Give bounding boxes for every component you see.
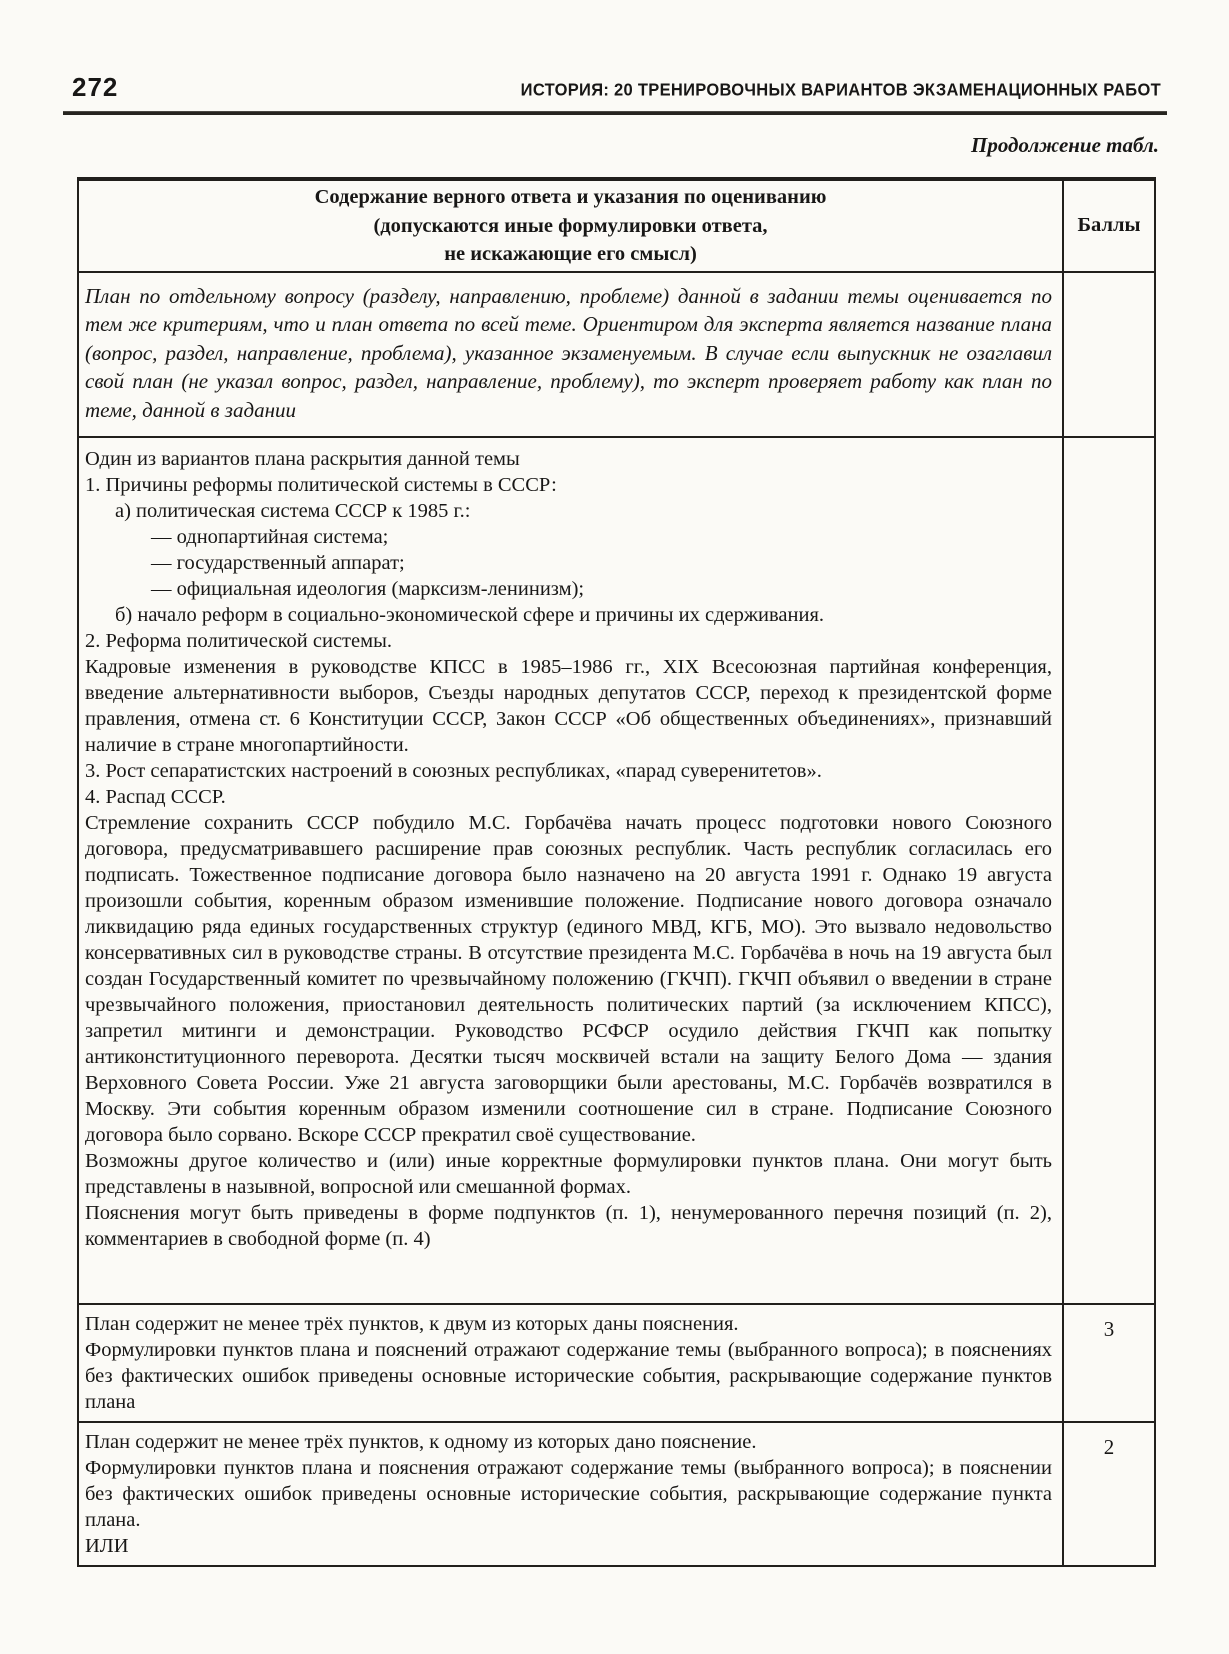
content-header-line-1: Содержание верного ответа и указания по оцениванию: [314, 186, 827, 208]
content-header-line-3: не искажающие его смысл): [444, 243, 697, 265]
criteria-2-line-1: План содержит не менее трёх пунктов, к одному из которых дано пояснение.: [85, 1430, 757, 1453]
table-row-guideline: [78, 272, 1155, 437]
plan-note-explanations-forms: Пояснения могут быть приведены в форме подпунктов (п. 1), ненумерованного перечня позиций (п. 2), комментариев в свободной форме (п. 4): [85, 1201, 1052, 1250]
content-column-header: [78, 179, 1063, 272]
criteria-3-line-2: Формулировки пунктов плана и пояснений отражают содержание темы (выбранного вопроса); в пояснениях без фактических ошибок приведены основные исторические события, раскрывающие содержание пунктов плана: [85, 1338, 1052, 1413]
table-row-criteria-3: [78, 1304, 1155, 1422]
table-continuation-note: Продолжение табл.: [971, 133, 1159, 157]
table-header-row: [78, 179, 1155, 272]
sample-plan-score-cell: [1063, 437, 1155, 1304]
table-row-sample-plan: [78, 437, 1155, 1304]
criteria-2-line-2: Формулировки пунктов плана и пояснения отражают содержание темы (выбранного вопроса); в пояснении без фактических ошибок приведены основные исторические события, раскрывающие содержание пункта плана.: [85, 1456, 1052, 1531]
plan-point-4-explanation: Стремление сохранить СССР побудило М.С. Горбачёва начать процесс подготовки нового Союзного договора, предусматривавшего расширение прав союзных республик. Часть республик согласилась его подписать. Тожественное подписание договора было назначено на 20 августа 1991 г. Однако 19 августа произошли события, коренным образом изменившие положение. Подписание нового договора означало ликвидацию ряда единых государственных структур (единого МВД, КГБ, МО). Это вызвало недовольство консервативных сил в руководстве страны. В отсутствие президента М.С. Горбачёва в ночь на 19 августа был создан Государственный комитет по чрезвычайному положению (ГКЧП). ГКЧП объявил о введении в стране чрезвычайного положения, приостановил деятельность политических партий (за исключением КПСС), запретил митинги и демонстрации. Руководство РСФСР осудило действия ГКЧП как попытку антиконституционного переворота. Десятки тысяч москвичей встали на защиту Белого Дома — здания Верховного Совета России. Уже 21 августа заговорщики были арестованы, М.С. Горбачёв возвратился в Москву. Эти события коренным образом изменили соотношение сил в стране. Подписание Союзного договора было сорвано. Вскоре СССР прекратил своё существование.: [85, 811, 1052, 1146]
criteria-2-score: 2: [1063, 1422, 1155, 1566]
plan-dash-item-2: — государственный аппарат;: [151, 551, 405, 574]
plan-subpoint-b: б) начало реформ в социально-экономической сфере и причины их сдерживания.: [115, 603, 825, 626]
plan-point-2: 2. Реформа политической системы.: [85, 629, 392, 652]
scoring-table: [77, 177, 1156, 1567]
plan-intro-line: Один из вариантов плана раскрытия данной темы: [85, 447, 520, 470]
criteria-2-or-label: ИЛИ: [85, 1534, 129, 1557]
guideline-cell: [78, 272, 1063, 437]
criteria-3-line-1: План содержит не менее трёх пунктов, к двум из которых даны пояснения.: [85, 1312, 739, 1335]
content-header-line-2: (допускаются иные формулировки ответа,: [373, 214, 768, 237]
page-number: 272: [72, 72, 119, 102]
plan-point-4: 4. Распад СССР.: [85, 785, 226, 808]
score-column-header: Баллы: [1063, 179, 1155, 272]
sample-plan-cell: [78, 437, 1063, 1304]
running-title: ИСТОРИЯ: 20 ТРЕНИРОВОЧНЫХ ВАРИАНТОВ ЭКЗАМЕНАЦИОННЫХ РАБОТ: [520, 80, 1161, 100]
plan-point-2-explanation: Кадровые изменения в руководстве КПСС в 1985–1986 гг., XIX Всесоюзная партийная конференция, введение альтернативности выборов, Съезды народных депутатов СССР, переход к президентской форме правления, отмена ст. 6 Конституции СССР, Закон СССР «Об общественных объединениях», признавший наличие в стране многопартийности.: [85, 655, 1052, 756]
guideline-score-cell: [1063, 272, 1155, 437]
header-rule: [63, 111, 1167, 115]
plan-point-1: 1. Причины реформы политической системы в СССР:: [85, 473, 557, 496]
plan-note-other-wordings: Возможны другое количество и (или) иные корректные формулировки пунктов плана. Они могут быть представлены в назывной, вопросной или смешанной формах.: [85, 1149, 1052, 1198]
table-row-criteria-2: [78, 1422, 1155, 1566]
page-header: [72, 72, 1161, 103]
criteria-2-cell: [78, 1422, 1063, 1566]
criteria-3-cell: [78, 1304, 1063, 1422]
plan-dash-item-1: — однопартийная система;: [151, 525, 389, 548]
plan-dash-item-3: — официальная идеология (марксизм-ленинизм);: [151, 577, 585, 600]
plan-subpoint-a: а) политическая система СССР к 1985 г.:: [115, 499, 471, 522]
plan-point-3: 3. Рост сепаратистских настроений в союзных республиках, «парад суверенитетов».: [85, 759, 822, 782]
criteria-3-score: 3: [1063, 1304, 1155, 1422]
guideline-paragraph: План по отдельному вопросу (разделу, направлению, проблеме) данной в задании темы оценивается по тем же критериям, что и план ответа по всей теме. Ориентиром для эксперта является название плана (вопрос, раздел, направление, проблема), указанное экзаменуемым. В случае если выпускник не озаглавил свой план (не указал вопрос, раздел, направление, проблему), то эксперт проверяет работу как план по теме, данной в задании: [85, 283, 1052, 422]
